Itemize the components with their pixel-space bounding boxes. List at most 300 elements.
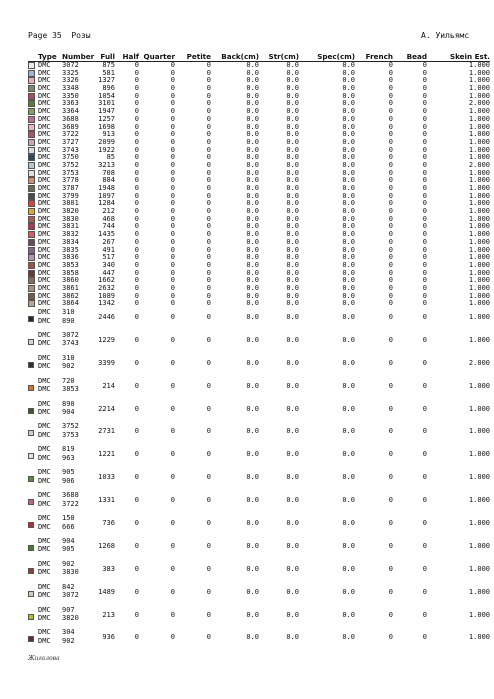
thread-number-pair xyxy=(62,583,95,606)
cell-back: 0.0 xyxy=(246,169,259,177)
color-swatch-cell xyxy=(28,293,38,301)
cell-petite: 0 xyxy=(206,246,211,254)
table-row xyxy=(28,300,490,308)
thread-number: 3799 xyxy=(62,192,79,200)
cell-quarter: 0 xyxy=(170,519,175,528)
cell-str: 0.0 xyxy=(286,215,299,223)
cell-skein: 1.000 xyxy=(468,427,490,436)
color-swatch xyxy=(28,316,34,322)
thread-number: 890 xyxy=(62,316,75,325)
cell-spec: 0.0 xyxy=(342,300,355,308)
cell-bead: 0 xyxy=(422,335,427,344)
color-swatch xyxy=(28,591,34,597)
thread-number: 3832 xyxy=(62,231,79,239)
cell-skein: 1.000 xyxy=(468,404,490,413)
thread-type: DMC xyxy=(38,92,51,100)
thread-type: DMC xyxy=(38,316,51,325)
thread-type: DMC xyxy=(38,254,51,262)
thread-number: 902 xyxy=(62,362,75,371)
color-swatch xyxy=(28,93,35,100)
cell-back: 0.0 xyxy=(246,300,259,308)
cell-quarter: 0 xyxy=(170,541,175,550)
cell-full: 1268 xyxy=(98,541,115,550)
thread-type: DMC xyxy=(38,200,51,208)
cell-petite: 0 xyxy=(206,61,211,69)
cell-str: 0.0 xyxy=(286,138,299,146)
cell-str: 0.0 xyxy=(286,610,299,619)
cell-half: 0 xyxy=(134,131,139,139)
cell-bead: 0 xyxy=(422,292,427,300)
cell-bead: 0 xyxy=(422,131,427,139)
cell-french: 0 xyxy=(388,223,393,231)
column-header-half: Half xyxy=(115,52,139,62)
cell-back: 0.0 xyxy=(246,77,259,85)
table-row-blend xyxy=(28,377,490,400)
color-swatch xyxy=(28,430,34,436)
cell-full: 1033 xyxy=(98,473,115,482)
color-swatch xyxy=(28,100,35,107)
color-swatch-cell xyxy=(28,193,38,201)
cell-full: 581 xyxy=(102,69,115,77)
cell-str: 0.0 xyxy=(286,300,299,308)
thread-number: 3072 xyxy=(62,61,79,69)
cell-skein: 2.000 xyxy=(468,100,490,108)
cell-french: 0 xyxy=(388,254,393,262)
thread-type-pair xyxy=(38,514,62,537)
color-swatch-cell xyxy=(28,170,38,178)
cell-spec: 0.0 xyxy=(342,69,355,77)
cell-half: 0 xyxy=(134,541,139,550)
cell-french: 0 xyxy=(388,92,393,100)
cell-bead: 0 xyxy=(422,92,427,100)
thread-number: 3363 xyxy=(62,100,79,108)
cell-petite: 0 xyxy=(206,450,211,459)
cell-str: 0.0 xyxy=(286,77,299,85)
cell-petite: 0 xyxy=(206,69,211,77)
cell-spec: 0.0 xyxy=(342,169,355,177)
thread-type-pair xyxy=(38,422,62,445)
cell-half: 0 xyxy=(134,473,139,482)
cell-full: 1089 xyxy=(98,292,115,300)
cell-petite: 0 xyxy=(206,108,211,116)
cell-bead: 0 xyxy=(422,427,427,436)
color-swatch xyxy=(28,131,35,138)
table-row xyxy=(28,77,490,85)
thread-number: 902 xyxy=(62,559,75,568)
color-swatch xyxy=(28,568,34,574)
cell-quarter: 0 xyxy=(170,61,175,69)
thread-number: 3787 xyxy=(62,185,79,192)
cell-petite: 0 xyxy=(206,633,211,642)
cell-spec: 0.0 xyxy=(342,261,355,269)
thread-number: 3801 xyxy=(62,200,79,208)
color-swatch xyxy=(28,116,35,123)
cell-spec: 0.0 xyxy=(342,335,355,344)
cell-skein: 1.000 xyxy=(468,185,490,192)
cell-back: 0.0 xyxy=(246,215,259,223)
cell-spec: 0.0 xyxy=(342,131,355,139)
color-swatch-cell xyxy=(28,300,38,308)
cell-half: 0 xyxy=(134,223,139,231)
thread-type: DMC xyxy=(38,115,51,123)
thread-type-pair xyxy=(38,354,62,377)
table-row xyxy=(28,247,490,255)
cell-french: 0 xyxy=(388,246,393,254)
cell-bead: 0 xyxy=(422,146,427,154)
cell-skein: 1.000 xyxy=(468,154,490,162)
cell-bead: 0 xyxy=(422,223,427,231)
cell-quarter: 0 xyxy=(170,131,175,139)
color-swatch xyxy=(28,108,35,115)
cell-full: 913 xyxy=(102,131,115,139)
cell-bead: 0 xyxy=(422,300,427,308)
cell-str: 0.0 xyxy=(286,169,299,177)
cell-petite: 0 xyxy=(206,292,211,300)
cell-str: 0.0 xyxy=(286,108,299,116)
thread-number: 3688 xyxy=(62,491,79,500)
cell-bead: 0 xyxy=(422,381,427,390)
thread-number: 3858 xyxy=(62,269,79,277)
cell-french: 0 xyxy=(388,192,393,200)
cell-str: 0.0 xyxy=(286,92,299,100)
cell-back: 0.0 xyxy=(246,587,259,596)
cell-french: 0 xyxy=(388,154,393,162)
cell-str: 0.0 xyxy=(286,335,299,344)
cell-half: 0 xyxy=(134,61,139,69)
cell-bead: 0 xyxy=(422,261,427,269)
color-swatch-cell xyxy=(28,162,38,170)
cell-half: 0 xyxy=(134,185,139,192)
color-swatch xyxy=(28,77,35,84)
color-swatch-cell xyxy=(28,62,38,70)
cell-quarter: 0 xyxy=(170,146,175,154)
cell-skein: 1.000 xyxy=(468,146,490,154)
cell-back: 0.0 xyxy=(246,185,259,192)
thread-number: 3348 xyxy=(62,85,79,93)
cell-full: 1922 xyxy=(98,146,115,154)
cell-str: 0.0 xyxy=(286,587,299,596)
cell-petite: 0 xyxy=(206,115,211,123)
thread-type: DMC xyxy=(38,169,51,177)
cell-full: 491 xyxy=(102,246,115,254)
cell-bead: 0 xyxy=(422,313,427,321)
cell-full: 1284 xyxy=(98,200,115,208)
cell-quarter: 0 xyxy=(170,169,175,177)
cell-full: 340 xyxy=(102,261,115,269)
column-header-back-cm: Back(cm) xyxy=(211,52,259,62)
cell-french: 0 xyxy=(388,161,393,169)
thread-number: 3830 xyxy=(62,215,79,223)
cell-french: 0 xyxy=(388,473,393,482)
thread-number: 904 xyxy=(62,536,75,545)
color-swatch xyxy=(28,193,35,200)
cell-bead: 0 xyxy=(422,254,427,262)
cell-spec: 0.0 xyxy=(342,277,355,285)
cell-full: 1489 xyxy=(98,587,115,596)
thread-number: 720 xyxy=(62,376,75,385)
cell-bead: 0 xyxy=(422,185,427,192)
cell-french: 0 xyxy=(388,100,393,108)
thread-type: DMC xyxy=(38,215,51,223)
cell-french: 0 xyxy=(388,519,393,528)
cell-str: 0.0 xyxy=(286,277,299,285)
thread-number: 3836 xyxy=(62,254,79,262)
thread-type: DMC xyxy=(38,261,51,269)
color-swatch-cell xyxy=(28,262,38,270)
color-swatch xyxy=(28,223,35,230)
cell-spec: 0.0 xyxy=(342,238,355,246)
cell-quarter: 0 xyxy=(170,223,175,231)
cell-half: 0 xyxy=(134,450,139,459)
color-swatch-cell xyxy=(28,77,38,85)
cell-french: 0 xyxy=(388,277,393,285)
cell-petite: 0 xyxy=(206,131,211,139)
cell-skein: 1.000 xyxy=(468,284,490,292)
thread-type: DMC xyxy=(38,223,51,231)
color-swatch xyxy=(28,385,34,391)
table-row xyxy=(28,116,490,124)
table-row-blend xyxy=(28,491,490,514)
thread-number: 3861 xyxy=(62,284,79,292)
color-swatch-cell xyxy=(28,124,38,132)
cell-bead: 0 xyxy=(422,284,427,292)
cell-full: 2731 xyxy=(98,427,115,436)
cell-quarter: 0 xyxy=(170,254,175,262)
color-swatch xyxy=(28,476,34,482)
cell-bead: 0 xyxy=(422,358,427,367)
cell-bead: 0 xyxy=(422,169,427,177)
cell-french: 0 xyxy=(388,77,393,85)
cell-quarter: 0 xyxy=(170,261,175,269)
cell-french: 0 xyxy=(388,335,393,344)
cell-bead: 0 xyxy=(422,564,427,573)
cell-petite: 0 xyxy=(206,564,211,573)
thread-number: 890 xyxy=(62,399,75,408)
cell-skein: 1.000 xyxy=(468,587,490,596)
color-swatch-cell xyxy=(28,200,38,208)
cell-half: 0 xyxy=(134,335,139,344)
cell-skein: 1.000 xyxy=(468,208,490,216)
cell-french: 0 xyxy=(388,496,393,505)
thread-number: 3864 xyxy=(62,300,79,308)
thread-number-pair xyxy=(62,377,95,400)
thread-type-pair xyxy=(38,537,62,560)
cell-skein: 1.000 xyxy=(468,381,490,390)
cell-back: 0.0 xyxy=(246,450,259,459)
cell-petite: 0 xyxy=(206,185,211,192)
cell-spec: 0.0 xyxy=(342,208,355,216)
cell-petite: 0 xyxy=(206,254,211,262)
column-header-french: French xyxy=(355,52,393,62)
thread-type: DMC xyxy=(38,154,51,162)
cell-quarter: 0 xyxy=(170,185,175,192)
cell-back: 0.0 xyxy=(246,473,259,482)
cell-spec: 0.0 xyxy=(342,541,355,550)
cell-full: 3101 xyxy=(98,100,115,108)
cell-full: 1342 xyxy=(98,300,115,308)
cell-quarter: 0 xyxy=(170,381,175,390)
signature: Жигалова xyxy=(28,655,60,662)
cell-petite: 0 xyxy=(206,231,211,239)
thread-type: DMC xyxy=(38,408,51,417)
cell-quarter: 0 xyxy=(170,238,175,246)
cell-skein: 1.000 xyxy=(468,223,490,231)
color-swatch-cell xyxy=(28,185,38,193)
color-swatch-cell xyxy=(28,93,38,101)
table-row xyxy=(28,139,490,147)
column-header-quarter: Quarter xyxy=(139,52,175,62)
color-swatch xyxy=(28,614,34,620)
cell-bead: 0 xyxy=(422,115,427,123)
table-row xyxy=(28,223,490,231)
thread-number: 3752 xyxy=(62,422,79,431)
thread-type: DMC xyxy=(38,208,51,216)
cell-petite: 0 xyxy=(206,77,211,85)
table-row-blend xyxy=(28,331,490,354)
table-row xyxy=(28,62,490,70)
thread-type: DMC xyxy=(38,100,51,108)
cell-bead: 0 xyxy=(422,269,427,277)
cell-petite: 0 xyxy=(206,427,211,436)
cell-str: 0.0 xyxy=(286,123,299,131)
color-swatch xyxy=(28,231,35,238)
cell-petite: 0 xyxy=(206,100,211,108)
thread-number: 3835 xyxy=(62,246,79,254)
cell-skein: 1.000 xyxy=(468,254,490,262)
cell-str: 0.0 xyxy=(286,161,299,169)
cell-spec: 0.0 xyxy=(342,564,355,573)
cell-spec: 0.0 xyxy=(342,108,355,116)
thread-number: 3830 xyxy=(62,568,79,577)
table-row-blend xyxy=(28,606,490,629)
cell-spec: 0.0 xyxy=(342,254,355,262)
cell-petite: 0 xyxy=(206,238,211,246)
cell-skein: 1.000 xyxy=(468,200,490,208)
cell-quarter: 0 xyxy=(170,77,175,85)
color-swatch-cell xyxy=(28,560,38,583)
cell-half: 0 xyxy=(134,100,139,108)
color-swatch xyxy=(28,216,35,223)
color-swatch xyxy=(28,200,35,207)
cell-full: 1698 xyxy=(98,123,115,131)
cell-full: 2446 xyxy=(98,313,115,321)
thread-number: 3834 xyxy=(62,238,79,246)
cell-back: 0.0 xyxy=(246,254,259,262)
cell-spec: 0.0 xyxy=(342,269,355,277)
thread-type: DMC xyxy=(38,238,51,246)
thread-type: DMC xyxy=(38,339,51,348)
cell-skein: 1.000 xyxy=(468,115,490,123)
cell-bead: 0 xyxy=(422,138,427,146)
thread-number-pair xyxy=(62,468,95,491)
cell-quarter: 0 xyxy=(170,587,175,596)
table-row-blend xyxy=(28,445,490,468)
cell-full: 1327 xyxy=(98,77,115,85)
table-row-blend xyxy=(28,468,490,491)
cell-bead: 0 xyxy=(422,177,427,185)
cell-half: 0 xyxy=(134,277,139,285)
cell-petite: 0 xyxy=(206,496,211,505)
table-row xyxy=(28,154,490,162)
thread-number: 150 xyxy=(62,514,75,523)
cell-half: 0 xyxy=(134,300,139,308)
cell-skein: 2.000 xyxy=(468,161,490,169)
cell-back: 0.0 xyxy=(246,358,259,367)
cell-half: 0 xyxy=(134,313,139,321)
thread-type: DMC xyxy=(38,277,51,285)
cell-petite: 0 xyxy=(206,177,211,185)
thread-number: 3325 xyxy=(62,69,79,77)
cell-skein: 1.000 xyxy=(468,473,490,482)
cell-petite: 0 xyxy=(206,215,211,223)
cell-quarter: 0 xyxy=(170,358,175,367)
cell-quarter: 0 xyxy=(170,161,175,169)
cell-petite: 0 xyxy=(206,138,211,146)
color-swatch xyxy=(28,545,34,551)
thread-number: 3743 xyxy=(62,146,79,154)
cell-spec: 0.0 xyxy=(342,404,355,413)
cell-back: 0.0 xyxy=(246,177,259,185)
thread-number-pair xyxy=(62,422,95,445)
cell-full: 468 xyxy=(102,215,115,223)
cell-quarter: 0 xyxy=(170,473,175,482)
cell-full: 896 xyxy=(102,85,115,93)
thread-type: DMC xyxy=(38,123,51,131)
table-row-blend xyxy=(28,422,490,445)
thread-number-pair xyxy=(62,308,95,331)
cell-str: 0.0 xyxy=(286,450,299,459)
cell-quarter: 0 xyxy=(170,208,175,216)
cell-half: 0 xyxy=(134,161,139,169)
thread-type-pair xyxy=(38,606,62,629)
cell-half: 0 xyxy=(134,261,139,269)
color-swatch xyxy=(28,285,35,292)
cell-skein: 1.000 xyxy=(468,269,490,277)
cell-spec: 0.0 xyxy=(342,610,355,619)
cell-petite: 0 xyxy=(206,473,211,482)
cell-full: 517 xyxy=(102,254,115,262)
thread-type: DMC xyxy=(38,376,51,385)
cell-skein: 1.000 xyxy=(468,231,490,239)
table-row xyxy=(28,162,490,170)
cell-bead: 0 xyxy=(422,231,427,239)
cell-str: 0.0 xyxy=(286,238,299,246)
cell-half: 0 xyxy=(134,215,139,223)
cell-spec: 0.0 xyxy=(342,519,355,528)
thread-number-pair xyxy=(62,491,95,514)
column-header-spec-cm: Spec(cm) xyxy=(299,52,355,62)
cell-full: 936 xyxy=(102,633,115,642)
cell-french: 0 xyxy=(388,292,393,300)
cell-petite: 0 xyxy=(206,269,211,277)
cell-french: 0 xyxy=(388,146,393,154)
cell-str: 0.0 xyxy=(286,131,299,139)
cell-quarter: 0 xyxy=(170,335,175,344)
cell-french: 0 xyxy=(388,238,393,246)
cell-spec: 0.0 xyxy=(342,223,355,231)
cell-bead: 0 xyxy=(422,238,427,246)
cell-petite: 0 xyxy=(206,277,211,285)
thread-type: DMC xyxy=(38,545,51,554)
cell-back: 0.0 xyxy=(246,564,259,573)
cell-full: 85 xyxy=(106,154,115,162)
cell-spec: 0.0 xyxy=(342,92,355,100)
cell-back: 0.0 xyxy=(246,313,259,321)
color-swatch-cell xyxy=(28,422,38,445)
thread-number: 3820 xyxy=(62,208,79,216)
cell-spec: 0.0 xyxy=(342,100,355,108)
cell-full: 383 xyxy=(102,564,115,573)
